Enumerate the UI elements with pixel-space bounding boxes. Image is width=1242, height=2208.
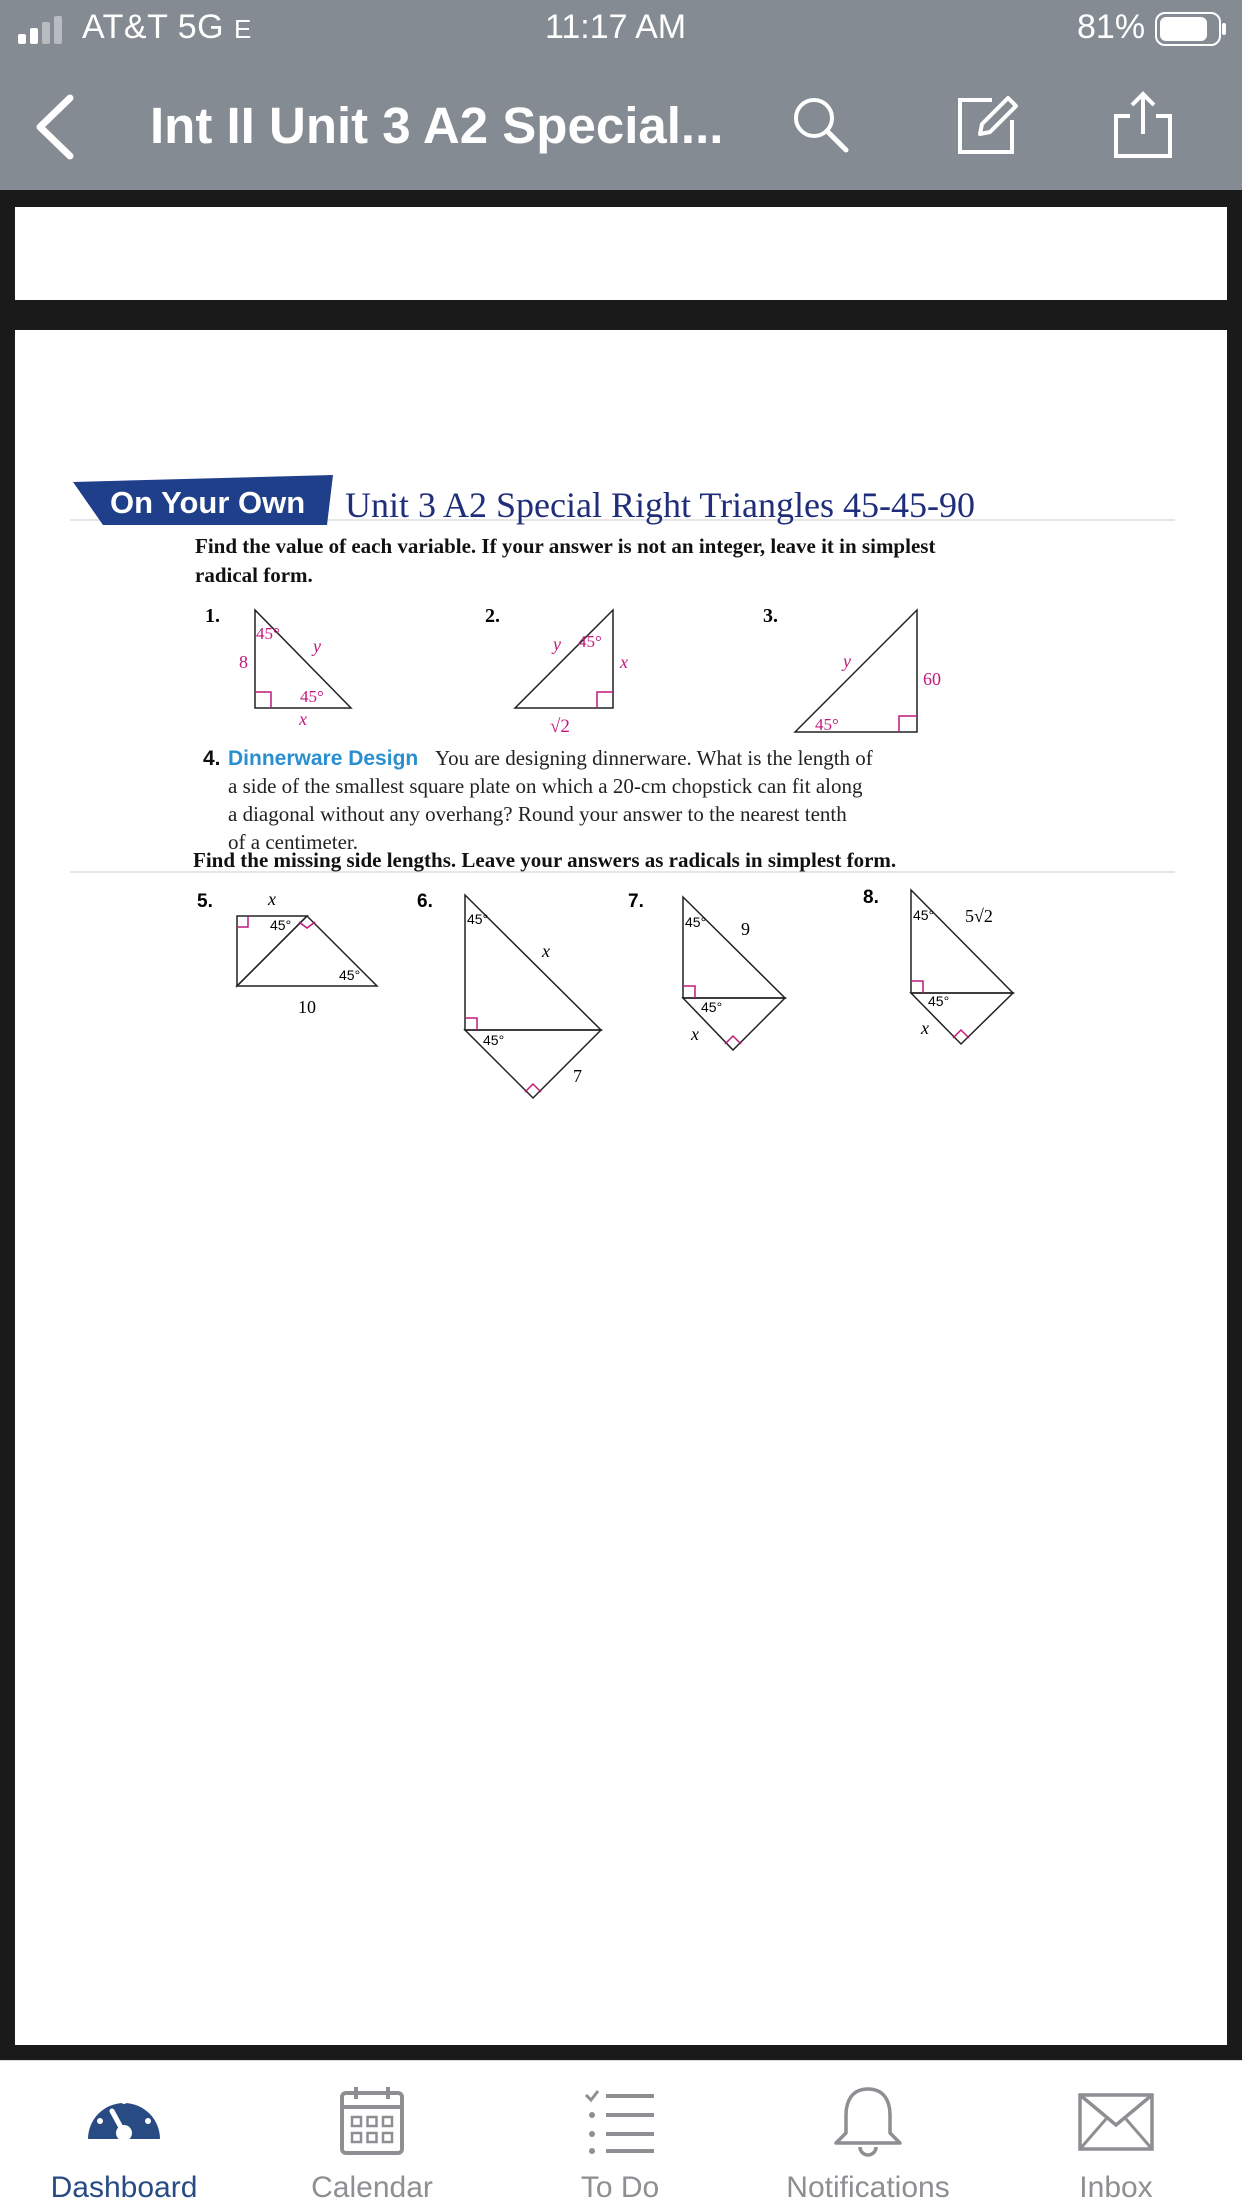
instructions-1b: radical form. [195, 563, 313, 587]
banner-text: On Your Own [110, 485, 306, 520]
svg-text:√2: √2 [550, 716, 570, 737]
worksheet-title: Unit 3 A2 Special Right Triangles 45-45-90 [345, 485, 975, 525]
svg-text:x: x [542, 941, 550, 961]
tab-dashboard[interactable] [0, 2061, 248, 2208]
svg-text:8: 8 [239, 652, 248, 672]
calendar-icon [332, 2085, 412, 2157]
tab-label: To Do [580, 2171, 660, 2204]
tab-label: Inbox [1079, 2171, 1153, 2204]
svg-text:7: 7 [573, 1066, 582, 1086]
svg-text:45°: 45° [339, 967, 361, 983]
back-button[interactable] [30, 92, 80, 162]
problem-4 [203, 746, 873, 854]
svg-text:1.: 1. [205, 605, 220, 627]
todo-list-icon [580, 2085, 660, 2157]
svg-text:5.: 5. [197, 891, 213, 912]
svg-text:45°: 45° [701, 999, 723, 1015]
svg-text:45°: 45° [270, 917, 292, 933]
tab-notifications[interactable] [744, 2061, 992, 2208]
svg-text:10: 10 [298, 997, 316, 1017]
svg-text:x: x [691, 1024, 699, 1044]
share-icon[interactable] [1108, 90, 1178, 160]
svg-text:45°: 45° [483, 1032, 505, 1048]
tab-label: Calendar [311, 2171, 433, 2204]
svg-text:45°: 45° [300, 687, 324, 706]
svg-text:You are designing dinnerware.: You are designing dinnerware. What is the length of [435, 746, 873, 770]
carrier-label: AT&T 5G E [82, 8, 252, 46]
tab-todo[interactable] [496, 2061, 744, 2208]
svg-text:5√2: 5√2 [965, 906, 993, 926]
svg-text:7.: 7. [628, 891, 644, 912]
tab-inbox[interactable] [992, 2061, 1240, 2208]
svg-text:y: y [313, 636, 321, 656]
status-bar [0, 0, 1242, 60]
search-icon[interactable] [786, 90, 856, 160]
document-page[interactable] [15, 330, 1227, 2045]
svg-text:60: 60 [923, 669, 941, 689]
inbox-icon [1076, 2085, 1156, 2157]
svg-text:45°: 45° [256, 624, 280, 643]
previous-page [15, 207, 1227, 300]
svg-text:y: y [553, 634, 561, 654]
document-title: Int II Unit 3 A2 Special... [150, 97, 724, 154]
instructions-2: Find the missing side lengths. Leave your answers as radicals in simplest form. [193, 848, 897, 872]
tab-label: Notifications [786, 2171, 950, 2204]
problem-8 [863, 887, 1013, 1044]
dashboard-icon [84, 2085, 164, 2157]
svg-text:x: x [620, 652, 628, 672]
svg-text:Dinnerware Design: Dinnerware Design [228, 747, 419, 770]
svg-text:of a centimeter.: of a centimeter. [228, 830, 359, 854]
svg-text:45°: 45° [578, 632, 602, 651]
status-time: 11:17 AM [545, 8, 687, 46]
svg-text:3.: 3. [763, 605, 778, 627]
svg-text:x: x [268, 889, 276, 909]
svg-text:a side of the smallest square: a side of the smallest square plate on which a 20-cm chopstick can fit along [228, 774, 863, 798]
problem-1 [205, 605, 351, 729]
svg-text:45°: 45° [815, 715, 839, 734]
tab-label: Dashboard [50, 2171, 198, 2204]
problem-2 [485, 605, 628, 737]
signal-strength-icon [18, 14, 70, 44]
problem-3 [763, 605, 941, 734]
network-type: E [234, 14, 252, 44]
svg-text:y: y [843, 651, 851, 671]
battery-percent: 81% [1077, 8, 1146, 46]
svg-text:45°: 45° [928, 993, 950, 1009]
svg-text:x: x [299, 709, 307, 729]
bell-icon [828, 2085, 908, 2157]
svg-text:a diagonal without any overhan: a diagonal without any overhang? Round your answer to the nearest tenth [228, 802, 847, 826]
svg-text:8.: 8. [863, 887, 879, 908]
svg-text:4.: 4. [203, 747, 221, 770]
problem-5 [197, 889, 377, 1017]
svg-text:45°: 45° [467, 911, 489, 927]
svg-text:9: 9 [741, 919, 750, 939]
top-bar [0, 0, 1242, 190]
tab-calendar[interactable] [248, 2061, 496, 2208]
svg-text:6.: 6. [417, 891, 433, 912]
problem-7 [628, 891, 785, 1050]
svg-text:x: x [921, 1018, 929, 1038]
instructions-1: Find the value of each variable. If your answer is not an integer, leave it in simplest [195, 534, 936, 558]
svg-text:45°: 45° [913, 907, 935, 923]
svg-text:2.: 2. [485, 605, 500, 627]
problem-6 [417, 891, 601, 1098]
edit-icon[interactable] [952, 90, 1022, 160]
svg-text:45°: 45° [685, 914, 707, 930]
worksheet [15, 330, 1227, 1330]
tab-bar [0, 2060, 1242, 2208]
battery-icon [1155, 12, 1227, 46]
